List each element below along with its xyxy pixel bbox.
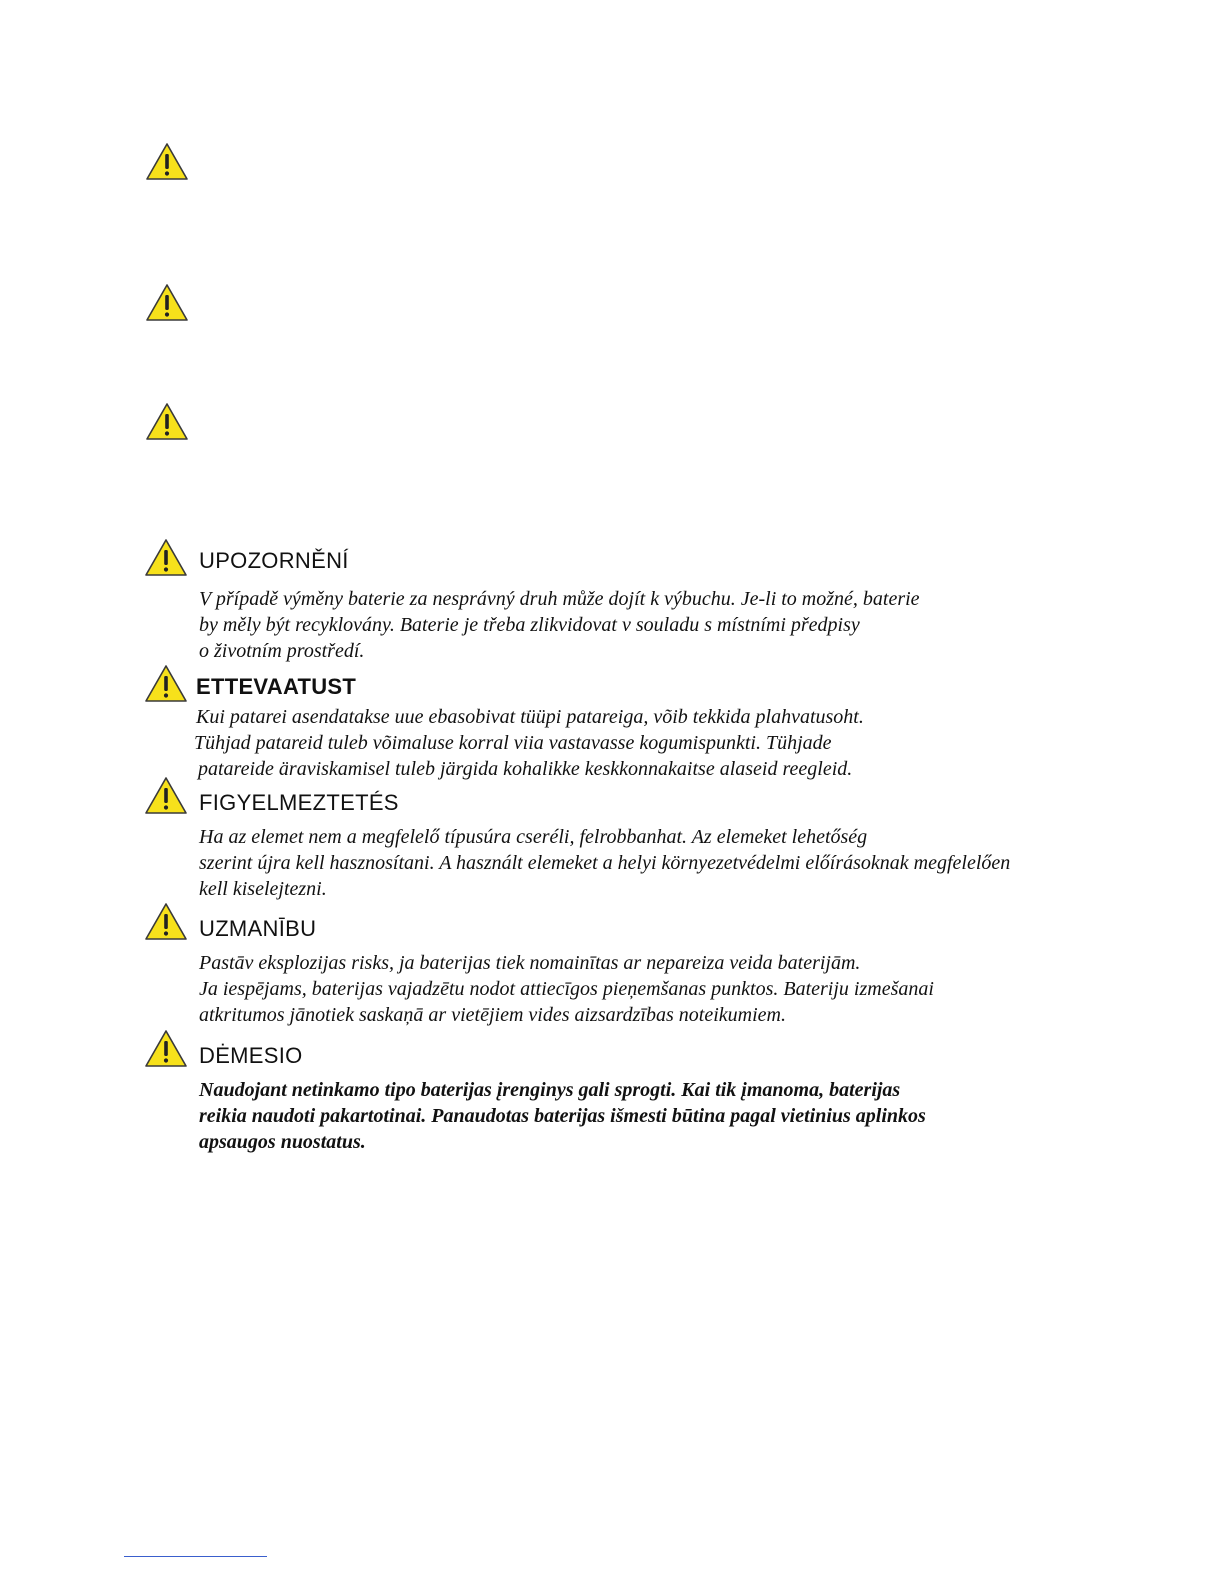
warning-text-line: o životním prostředí. [199, 640, 365, 662]
warning-text-line: Ja iespējams, baterijas vajadzētu nodot attiecīgos pieņemšanas punktos. Bateriju izmešanai [199, 978, 934, 1000]
warning-heading: UZMANĪBU [199, 916, 317, 941]
warning-text-line: Tühjad patareid tuleb võimaluse korral viia vastavasse kogumispunkti. Tühjade [194, 732, 832, 754]
warning-text-line: Naudojant netinkamo tipo baterijas įrenginys gali sprogti. Kai tik įmanoma, baterijas [199, 1079, 901, 1101]
warning-text-line: Kui patarei asendatakse uue ebasobivat tüüpi patareiga, võib tekkida plahvatusoht. [196, 706, 864, 728]
warning-icon [145, 283, 189, 323]
warning-icon [145, 402, 189, 442]
warning-icon [144, 902, 188, 942]
footer-rule [124, 1556, 267, 1557]
warning-text [196, 704, 864, 782]
warning-text-line: by měly být recyklovány. Baterie je třeba zlikvidovat v souladu s místními předpisy [199, 614, 860, 636]
warning-heading: UPOZORNĚNÍ [199, 548, 349, 573]
warning-text-line: Ha az elemet nem a megfelelő típusúra cseréli, felrobbanhat. Az elemeket lehetőség [199, 826, 868, 848]
warning-heading: FIGYELMEZTETÉS [199, 790, 399, 815]
warning-text-line: patareide äraviskamisel tuleb järgida kohalikke keskkonnakaitse alaseid reegleid. [198, 758, 853, 780]
warning-text [199, 950, 934, 1028]
warning-text [199, 586, 920, 664]
warning-icon [144, 538, 188, 578]
warning-text-line: szerint újra kell hasznosítani. A használt elemeket a helyi környezetvédelmi előírásoknak megfelelően [199, 852, 1011, 874]
warning-text [199, 824, 1010, 902]
warning-text-line: Pastāv eksplozijas risks, ja baterijas tiek nomainītas ar nepareiza veida baterijām. [199, 952, 861, 974]
warning-text-line: kell kiselejtezni. [199, 878, 327, 900]
warning-icon [145, 142, 189, 182]
warning-text-line: atkritumos jānotiek saskaņā ar vietējiem vides aizsardzības noteikumiem. [199, 1004, 786, 1026]
warning-icon [144, 664, 188, 704]
warning-heading: DĖMESIO [199, 1043, 303, 1068]
warning-heading: ETTEVAATUST [196, 674, 357, 699]
warning-text-line: V případě výměny baterie za nesprávný druh může dojít k výbuchu. Je-li to možné, baterie [199, 588, 920, 610]
warning-text-line: apsaugos nuostatus. [199, 1131, 366, 1153]
warning-icon [144, 776, 188, 816]
warning-icon [144, 1029, 188, 1069]
warning-text [199, 1077, 926, 1155]
warning-text-line: reikia naudoti pakartotinai. Panaudotas baterijas išmesti būtina pagal vietinius aplinkos [199, 1105, 926, 1127]
